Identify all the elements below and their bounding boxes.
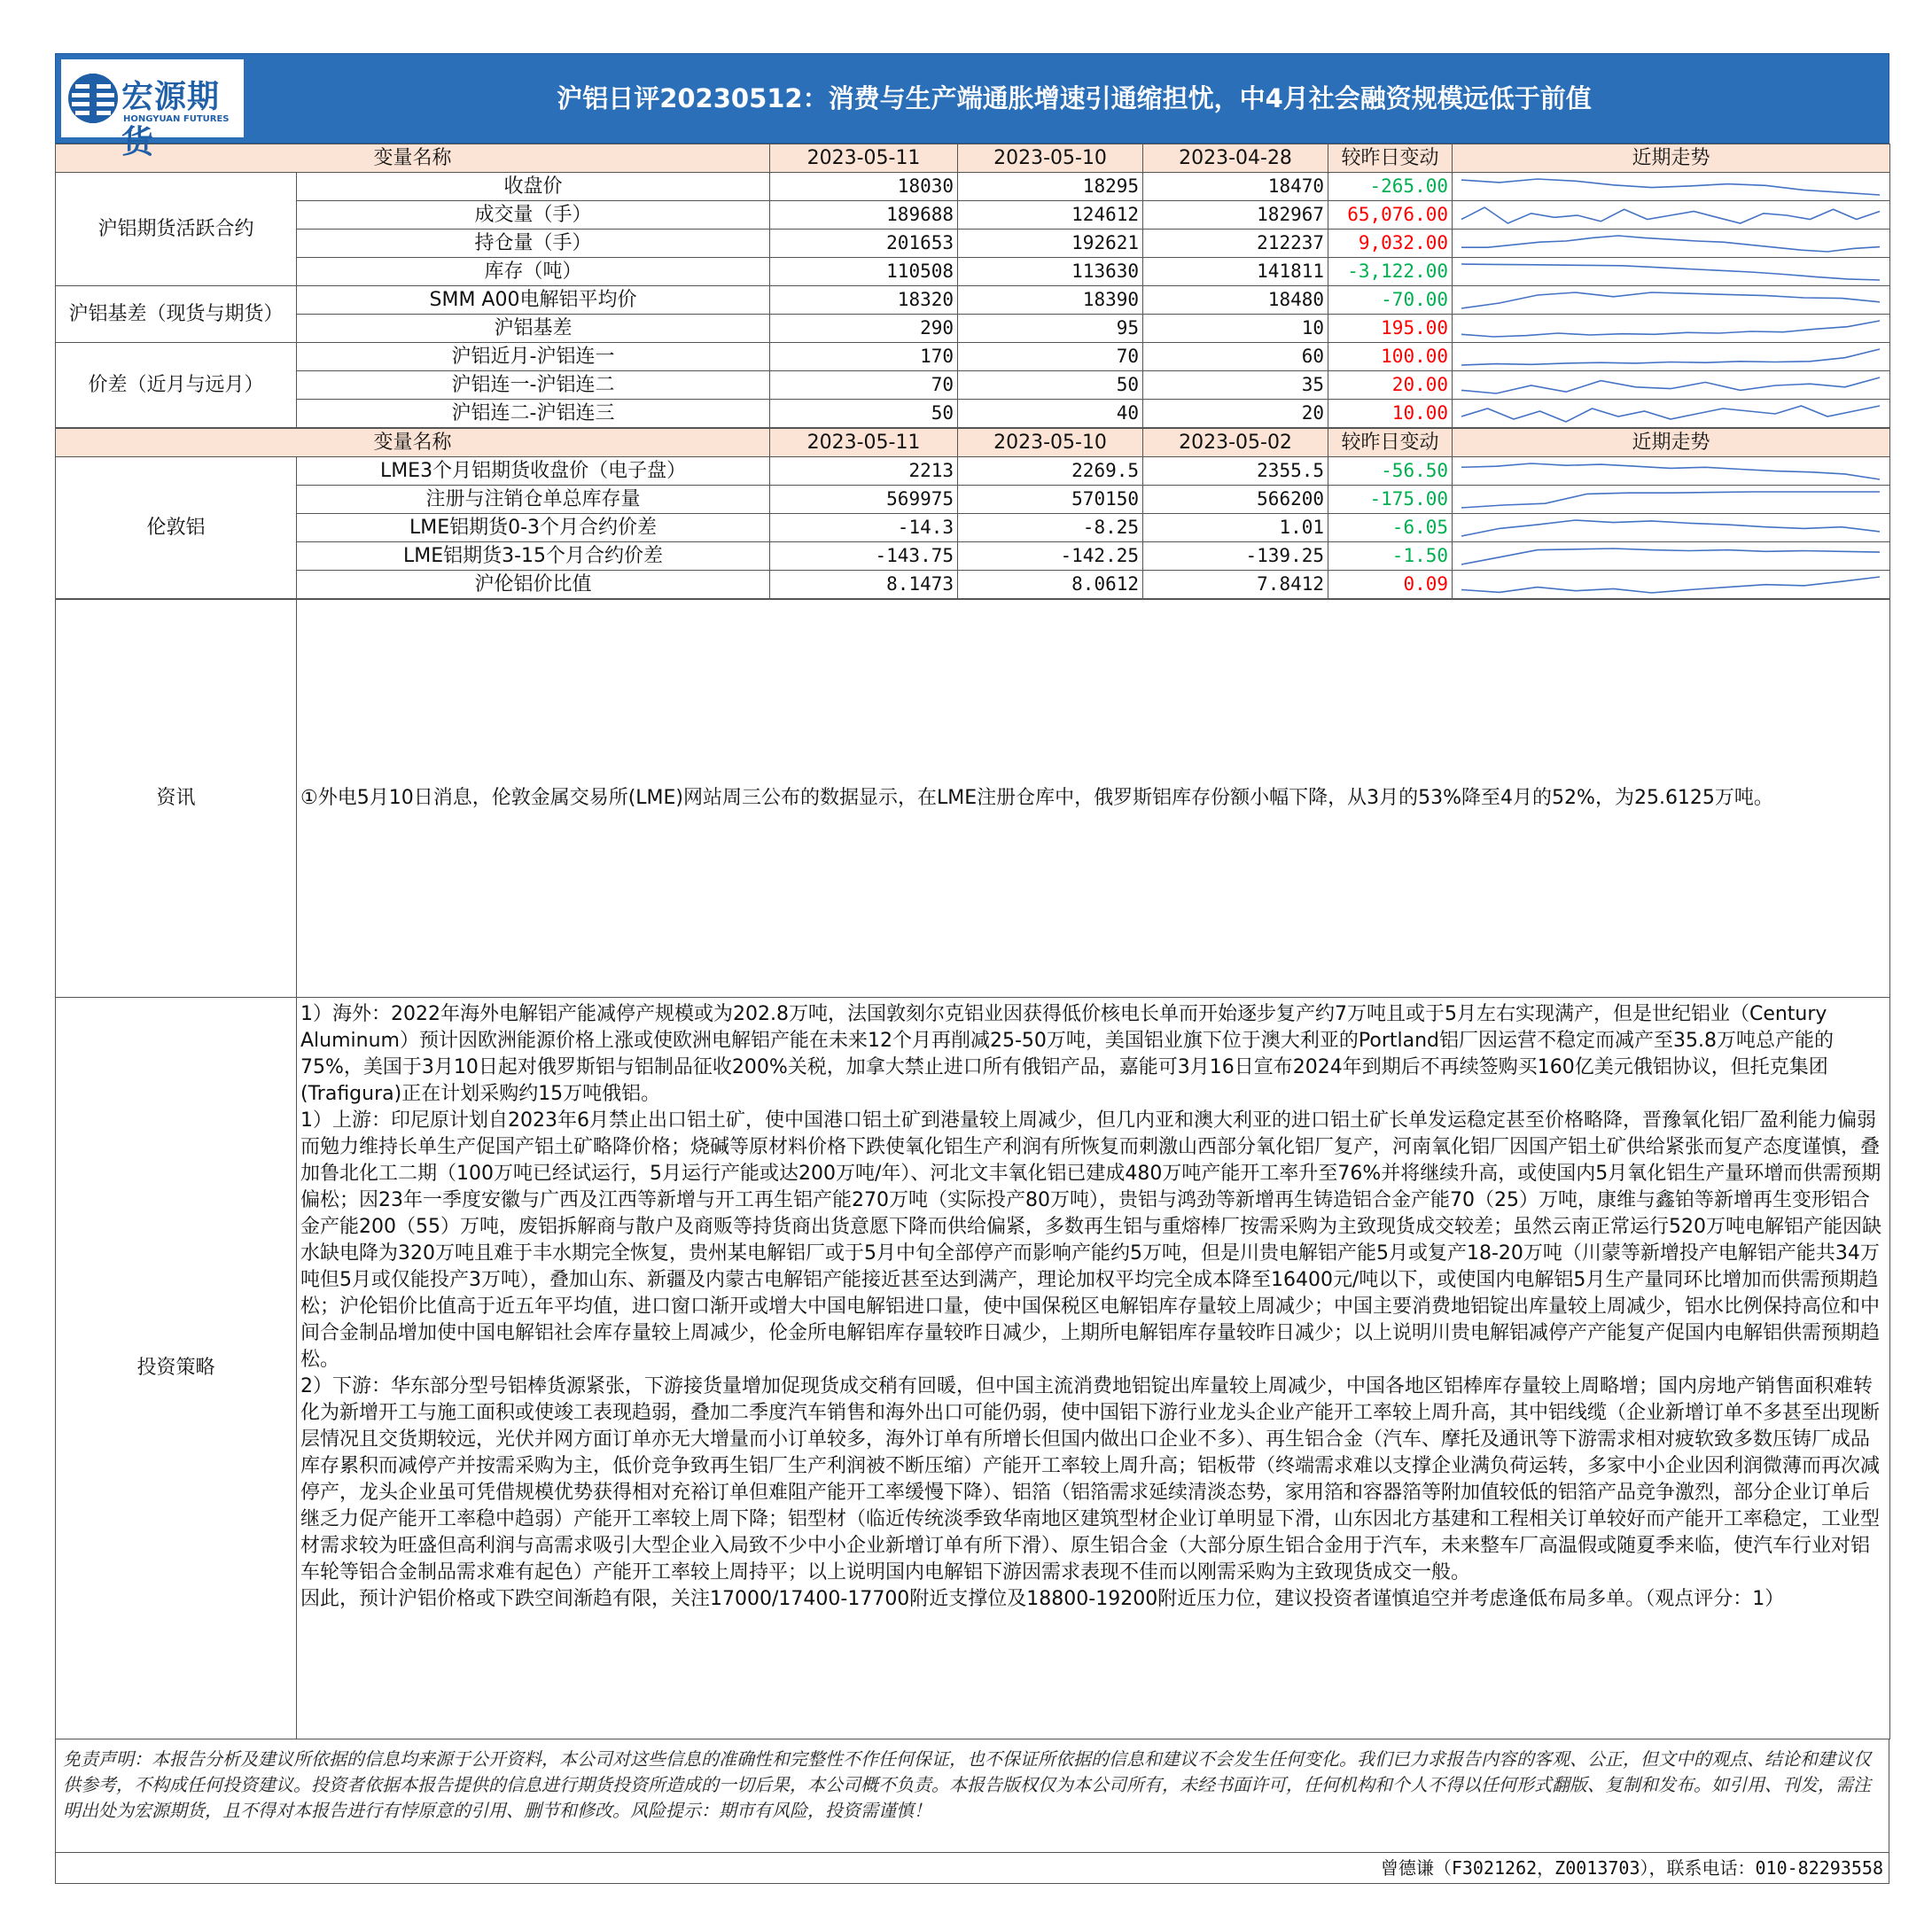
strategy-paragraph-upstream: 1）上游：印尼原计划自2023年6月禁止出口铝土矿，使中国港口铝土矿到港量较上周减少，但几内亚和澳大利亚的进口铝土矿长单发运稳定甚至价格略降，晋豫氧化铝厂盈利能力偏弱而勉力维持长单生产促国产铝土矿略降价格；烧碱等原材料价格下跌使氧化铝生产利润有所恢复而刺激山西部分氧化铝厂复产，河南氧化铝厂因国产铝土矿供给紧张而复产态度谨慎，叠加鲁北化工二期（100万吨已经试运行，5月运行产能或达200万吨/年）、河北文丰氧化铝已建成480万吨产能开工率升至76%并将继续升高，或使国内5月氧化铝生产量环增而供需预期偏松；因23年一季度安徽与广西及江西等新增与开工再生铝产能270万吨（实际投产80万吨），贵铝与鸿劲等新增再生铸造铝合金产能70（25）万吨，康维与鑫铂等新增再生变形铝合金产能200（55）万吨，废铝拆解商与散户及商贩等持货商出货意愿下降而供给偏紧，多数再生铝与重熔棒厂按需采购为主致现货成交较差；虽然云南正常运行520万吨电解铝产能因缺水缺电降为320万吨且难于丰水期完全恢复，贵州某电解铝厂或于5月中旬全部停产而影响产能约5万吨，但是川贵电解铝产能5月或复产18-20万吨（川蒙等新增投产电解铝产能共34万吨但5月或仅能投产3万吨），叠加山东、新疆及内蒙古电解铝产能接近甚至达到满产，理论加权平均完全成本降至16400元/吨以下，或使国内电解铝5月生产量同环比增加而供需预期趋松；沪伦铝价比值高于近五年平均值，进口窗口渐开或增大中国电解铝进口量，使中国保税区电解铝库存量较上周减少；中国主要消费地铝锭出库量较上周减少，铝水比例保持高位和中间合金制品增加使中国电解铝社会库存量较上周减少，伦金所电解铝库存量较昨日减少，上期所电解铝库存量较昨日减少；以上说明川贵电解铝减停产产能复产促国内电解铝供需预期趋松。 — [300, 1109, 1881, 1371]
table-row — [56, 286, 1890, 315]
sparkline-trend-line — [1461, 406, 1880, 422]
sparkline-chart — [1458, 459, 1883, 484]
value-date-2: 95 — [958, 315, 1143, 343]
sparkline-chart — [1458, 288, 1883, 313]
recent-trend-cell — [1453, 230, 1890, 258]
sparkline-trend-line — [1461, 207, 1880, 223]
table-header-row — [56, 429, 1890, 457]
variable-name: 沪伦铝价比值 — [297, 571, 770, 599]
recent-trend-cell — [1453, 286, 1890, 315]
value-date-1: -14.3 — [770, 514, 958, 542]
value-date-1: 18320 — [770, 286, 958, 315]
value-date-3: 7.8412 — [1143, 571, 1328, 599]
variable-name: 沪铝基差 — [297, 315, 770, 343]
value-date-2: 18390 — [958, 286, 1143, 315]
daily-change-value: -56.50 — [1328, 457, 1453, 486]
sparkline-trend-line — [1461, 377, 1880, 393]
value-date-1: 189688 — [770, 201, 958, 230]
recent-trend-cell — [1453, 173, 1890, 201]
variable-name: 收盘价 — [297, 173, 770, 201]
sparkline-trend-line — [1461, 264, 1880, 280]
variable-name: 库存（吨） — [297, 258, 770, 286]
value-date-2: 18295 — [958, 173, 1143, 201]
strategy-paragraph-downstream: 2）下游：华东部分型号铝棒货源紧张，下游接货量增加促现货成交稍有回暖，但中国主流消费地铝锭出库量较上周减少，中国各地区铝棒库存量较上周略增；国内房地产销售面积难转化为新增开工与施工面积或使竣工表现趋弱，叠加二季度汽车销售和海外出口可能仍弱，使中国铝下游行业龙头企业产能开工率较上周升高，其中铝线缆（企业新增订单不多甚至出现断层情况且交货期较远，光伏并网方面订单亦无大增量而小订单较多，海外订单有所增长但国内做出口企业不多）、再生铝合金（汽车、摩托及通讯等下游需求相对疲软致多数压铸厂成品库存累积而减停产并按需采购为主，低价竞争致再生铝厂生产利润被不断压缩）产能开工率较上周升高；铝板带（终端需求难以支撑企业满负荷运转，多家中小企业因利润微薄而再次减停产，龙头企业虽可凭借规模优势获得相对充裕订单但难阻产能开工率缓慢下降）、铝箔（铝箔需求延续清淡态势，家用箔和容器箔等附加值较低的铝箔产品竞争激烈，部分企业订单后继乏力促产能开工率稳中趋弱）产能开工率较上周下降；铝型材（临近传统淡季致华南地区建筑型材企业订单明显下滑，山东因北方基建和工程相关订单较好而产能开工率稳定，工业型材需求较为旺盛但高利润与高需求吸引大型企业入局致不少中小企业新增订单有所下滑）、原生铝合金（大部分原生铝合金用于汽车，未来整车厂高温假或随夏季来临，使汽车行业对铝车轮等铝合金制品需求难有起色）产能开工率较上周持平；以上说明国内电解铝下游因需求表现不佳而以刚需采购为主致现货成交一般。 — [300, 1375, 1881, 1584]
daily-change-value: 195.00 — [1328, 315, 1453, 343]
table-row — [56, 486, 1890, 514]
report-page — [55, 53, 1889, 1884]
header-date-1: 2023-05-11 — [770, 144, 958, 173]
logo-chinese-name: 宏源期货 — [121, 79, 221, 160]
value-date-1: 8.1473 — [770, 571, 958, 599]
value-date-3: 566200 — [1143, 486, 1328, 514]
daily-change-value: -1.50 — [1328, 542, 1453, 571]
sparkline-trend-line — [1461, 236, 1880, 252]
header-daily-change: 较昨日变动 — [1328, 429, 1453, 457]
company-logo — [61, 59, 244, 160]
strategy-paragraph-conclusion: 因此，预计沪铝价格或下跌空间渐趋有限，关注17000/17400-17700附近支撑位及18800-19200附近压力位，建议投资者谨慎追空并考虑逢低布局多单。（观点评分：1） — [300, 1588, 1785, 1610]
sparkline-trend-line — [1461, 321, 1880, 337]
sparkline-chart — [1458, 544, 1883, 569]
sparkline-chart — [1458, 516, 1883, 541]
value-date-1: 2213 — [770, 457, 958, 486]
domestic-aluminum-table — [55, 144, 1890, 428]
group-label: 伦敦铝 — [56, 457, 297, 599]
table-row — [56, 343, 1890, 371]
sparkline-trend-line — [1461, 292, 1880, 308]
variable-name: 沪铝连二-沪铝连三 — [297, 400, 770, 428]
value-date-2: -8.25 — [958, 514, 1143, 542]
recent-trend-cell — [1453, 201, 1890, 230]
analyst-contact: 曾德谦（F3021262，Z0013703），联系电话：010-82293558 — [55, 1853, 1889, 1884]
daily-change-value: -3,122.00 — [1328, 258, 1453, 286]
value-date-2: 50 — [958, 371, 1143, 400]
daily-change-value: 20.00 — [1328, 371, 1453, 400]
daily-change-value: 0.09 — [1328, 571, 1453, 599]
value-date-1: 70 — [770, 371, 958, 400]
table-header-row — [56, 144, 1890, 173]
value-date-1: 170 — [770, 343, 958, 371]
variable-name: 沪铝近月-沪铝连一 — [297, 343, 770, 371]
sparkline-trend-line — [1461, 492, 1880, 508]
sparkline-trend-line — [1461, 179, 1880, 195]
variable-name: 成交量（手） — [297, 201, 770, 230]
strategy-paragraph-overseas: 1）海外：2022年海外电解铝产能减停产规模或为202.8万吨，法国敦刻尔克铝业因获得低价核电长单而开始逐步复产约7万吨且或于5月左右实现满产，但是世纪铝业（Century Aluminum）预计因欧洲能源价格上涨或使欧洲电解铝产能在未来12个月再削减25-50万吨，美国铝业旗下位于澳大利亚的Portland铝厂因运营不稳定而减产至35.8万吨总产能的75%，美国于3月10日起对俄罗斯铝与铝制品征收200%关税，加拿大禁止进口所有俄铝产品，嘉能可3月16日宣布2024年到期后不再续签购买160亿美元俄铝协议，但托克集团(Trafigura)正在计划采购约15万吨俄铝。 — [300, 1003, 1834, 1105]
daily-change-value: 9,032.00 — [1328, 230, 1453, 258]
group-label: 沪铝期货活跃合约 — [56, 173, 297, 286]
value-date-3: 20 — [1143, 400, 1328, 428]
value-date-3: 182967 — [1143, 201, 1328, 230]
commentary-table — [55, 599, 1890, 1739]
sparkline-chart — [1458, 203, 1883, 228]
value-date-3: 35 — [1143, 371, 1328, 400]
value-date-2: -142.25 — [958, 542, 1143, 571]
recent-trend-cell — [1453, 571, 1890, 599]
header-variable-name: 变量名称 — [56, 429, 770, 457]
variable-name: LME铝期货0-3个月合约价差 — [297, 514, 770, 542]
table-row — [56, 400, 1890, 428]
table-row — [56, 315, 1890, 343]
value-date-2: 40 — [958, 400, 1143, 428]
recent-trend-cell — [1453, 457, 1890, 486]
group-label: 价差（近月与远月） — [56, 343, 297, 428]
value-date-2: 2269.5 — [958, 457, 1143, 486]
value-date-3: 10 — [1143, 315, 1328, 343]
value-date-3: -139.25 — [1143, 542, 1328, 571]
recent-trend-cell — [1453, 343, 1890, 371]
recent-trend-cell — [1453, 315, 1890, 343]
variable-name: 沪铝连一-沪铝连二 — [297, 371, 770, 400]
value-date-1: 50 — [770, 400, 958, 428]
daily-change-value: -265.00 — [1328, 173, 1453, 201]
value-date-2: 570150 — [958, 486, 1143, 514]
value-date-1: 110508 — [770, 258, 958, 286]
header-date-3: 2023-05-02 — [1143, 429, 1328, 457]
strategy-label: 投资策略 — [56, 998, 297, 1739]
sparkline-trend-line — [1461, 520, 1880, 536]
sparkline-chart — [1458, 231, 1883, 256]
daily-change-value: -6.05 — [1328, 514, 1453, 542]
table-row — [56, 230, 1890, 258]
value-date-3: 60 — [1143, 343, 1328, 371]
value-date-3: 1.01 — [1143, 514, 1328, 542]
news-label: 资讯 — [56, 600, 297, 998]
variable-name: 注册与注销仓单总库存量 — [297, 486, 770, 514]
recent-trend-cell — [1453, 371, 1890, 400]
daily-change-value: -175.00 — [1328, 486, 1453, 514]
value-date-1: 290 — [770, 315, 958, 343]
recent-trend-cell — [1453, 542, 1890, 571]
value-date-2: 124612 — [958, 201, 1143, 230]
news-text: ①外电5月10日消息，伦敦金属交易所(LME)网站周三公布的数据显示，在LME注册仓库中，俄罗斯铝库存份额小幅下降，从3月的53%降至4月的52%，为25.6125万吨。 — [297, 600, 1890, 998]
value-date-3: 18480 — [1143, 286, 1328, 315]
value-date-3: 212237 — [1143, 230, 1328, 258]
recent-trend-cell — [1453, 258, 1890, 286]
table-row — [56, 201, 1890, 230]
value-date-2: 8.0612 — [958, 571, 1143, 599]
header-recent-trend: 近期走势 — [1453, 429, 1890, 457]
table-row — [56, 571, 1890, 599]
value-date-1: -143.75 — [770, 542, 958, 571]
group-label: 沪铝基差（现货与期货） — [56, 286, 297, 343]
strategy-row — [56, 998, 1890, 1739]
sparkline-chart — [1458, 487, 1883, 512]
variable-name: LME3个月铝期货收盘价（电子盘） — [297, 457, 770, 486]
table-row — [56, 258, 1890, 286]
daily-change-value: 10.00 — [1328, 400, 1453, 428]
news-row — [56, 600, 1890, 998]
header-date-2: 2023-05-10 — [958, 144, 1143, 173]
header-date-2: 2023-05-10 — [958, 429, 1143, 457]
recent-trend-cell — [1453, 486, 1890, 514]
sparkline-chart — [1458, 260, 1883, 284]
variable-name: 持仓量（手） — [297, 230, 770, 258]
table-row — [56, 457, 1890, 486]
daily-change-value: -70.00 — [1328, 286, 1453, 315]
sparkline-chart — [1458, 316, 1883, 341]
value-date-1: 18030 — [770, 173, 958, 201]
value-date-3: 2355.5 — [1143, 457, 1328, 486]
value-date-3: 18470 — [1143, 173, 1328, 201]
logo-english-name: HONGYUAN FUTURES — [123, 114, 230, 124]
table-row — [56, 514, 1890, 542]
daily-change-value: 65,076.00 — [1328, 201, 1453, 230]
sparkline-chart — [1458, 175, 1883, 199]
sparkline-chart — [1458, 373, 1883, 398]
report-title: 沪铝日评20230512：消费与生产端通胀增速引通缩担忧，中4月社会融资规模远低于前值 — [557, 83, 1592, 113]
header-recent-trend: 近期走势 — [1453, 144, 1890, 173]
value-date-1: 569975 — [770, 486, 958, 514]
header-date-3: 2023-04-28 — [1143, 144, 1328, 173]
sparkline-chart — [1458, 572, 1883, 597]
value-date-3: 141811 — [1143, 258, 1328, 286]
value-date-2: 192621 — [958, 230, 1143, 258]
daily-change-value: 100.00 — [1328, 343, 1453, 371]
header-variable-name: 变量名称 — [56, 144, 770, 173]
sparkline-chart — [1458, 401, 1883, 426]
recent-trend-cell — [1453, 400, 1890, 428]
logo-mark-icon — [66, 66, 120, 130]
table-row — [56, 542, 1890, 571]
sparkline-trend-line — [1461, 349, 1880, 365]
disclaimer: 免责声明：本报告分析及建议所依据的信息均来源于公开资料，本公司对这些信息的准确性和完整性不作任何保证，也不保证所依据的信息和建议不会发生任何变化。我们已力求报告内容的客观、公正，但文中的观点、结论和建议仅供参考，不构成任何投资建议。投资者依据本报告提供的信息进行期货投资所造成的一切后果，本公司概不负责。本报告版权仅为本公司所有，未经书面许可，任何机构和个人不得以任何形式翻版、复制和发布。如引用、刊发，需注明出处为宏源期货，且不得对本报告进行有悖原意的引用、删节和修改。风险提示：期市有风险，投资需谨慎！ — [55, 1739, 1889, 1853]
value-date-1: 201653 — [770, 230, 958, 258]
header-date-1: 2023-05-11 — [770, 429, 958, 457]
sparkline-chart — [1458, 345, 1883, 370]
lme-aluminum-table — [55, 428, 1890, 599]
header-daily-change: 较昨日变动 — [1328, 144, 1453, 173]
table-row — [56, 371, 1890, 400]
strategy-text — [297, 998, 1890, 1739]
table-row — [56, 173, 1890, 201]
recent-trend-cell — [1453, 514, 1890, 542]
sparkline-trend-line — [1461, 577, 1880, 593]
sparkline-trend-line — [1461, 549, 1880, 564]
value-date-2: 70 — [958, 343, 1143, 371]
sparkline-trend-line — [1461, 463, 1880, 479]
variable-name: SMM A00电解铝平均价 — [297, 286, 770, 315]
value-date-2: 113630 — [958, 258, 1143, 286]
variable-name: LME铝期货3-15个月合约价差 — [297, 542, 770, 571]
